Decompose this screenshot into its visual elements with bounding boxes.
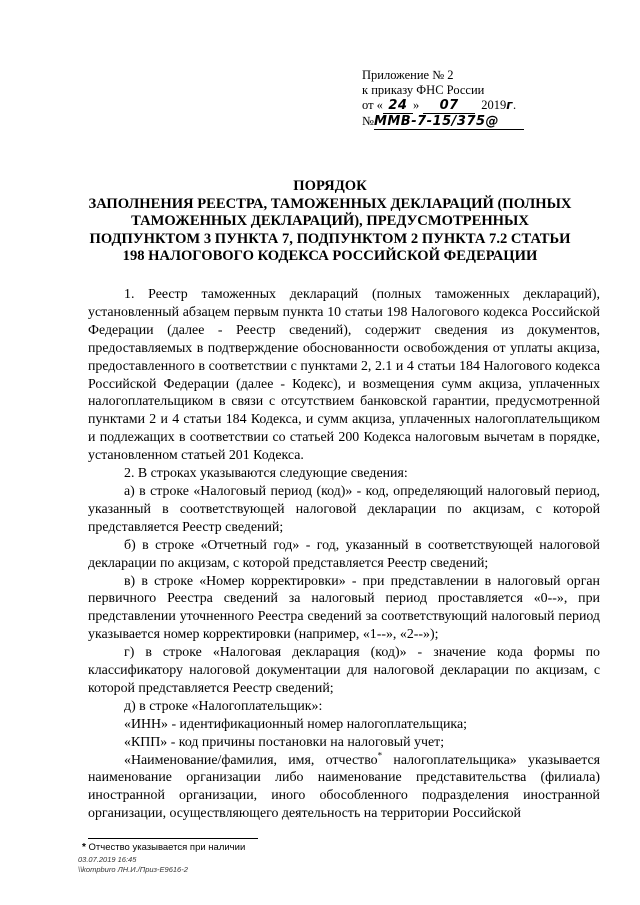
title-line: ЗАПОЛНЕНИЯ РЕЕСТРА, ТАМОЖЕННЫХ ДЕКЛАРАЦИЙ (ПОЛНЫХ [88, 195, 572, 212]
appendix-order-ref: к приказу ФНС России [362, 83, 485, 97]
title-line: ПОДПУНКТОМ 3 ПУНКТА 7, ПОДПУНКТОМ 2 ПУНКТА 7.2 СТАТЬИ [89, 230, 571, 247]
appendix-number: №ММВ-7-15/375@ [362, 114, 562, 130]
handwritten-day: 24 [383, 98, 413, 114]
appendix-date: от « 24 » 07 2019г. [362, 98, 517, 113]
paragraph-2: 2. В строках указываются следующие сведения: [124, 466, 408, 482]
meta-path: \\kompburo ЛН.И./Приз-Е9616-2 [78, 865, 188, 874]
footnote-divider [88, 838, 258, 839]
handwritten-order-number: ММВ-7-15/375@ [374, 114, 524, 130]
handwritten-year-suffix: г [506, 98, 513, 112]
paragraph-2e: д) в строке «Налогоплательщик»: [124, 698, 323, 714]
document-title [60, 178, 600, 266]
document-meta [78, 855, 188, 875]
footnote-marker: * [377, 749, 383, 760]
appendix-header [362, 68, 562, 130]
paragraph-name: «Наименование/фамилия, имя, отчество* налогоплательщика» указывается наименование организации либо наименование представительства (филиала) иностранной организации, иного обособленного подразделения иностранной организации, осуществляющего деятельность на территории Российской [88, 749, 601, 822]
title-line: 198 НАЛОГОВОГО КОДЕКСА РОССИЙСКОЙ ФЕДЕРАЦИИ [122, 248, 538, 264]
date-year: 2019 [481, 98, 507, 112]
footnote-star: * [82, 842, 86, 853]
handwritten-month: 07 [423, 98, 475, 114]
paragraph-2c: в) в строке «Номер корректировки» - при представлении в налоговый орган первичного Реестра сведений за налоговый период проставляется «0--», при представлении уточненного Реестра сведений за соответствующий налоговый период указывается номер корректировки (например, «1--», «2--»); [88, 573, 600, 643]
paragraph-2a: а) в строке «Налоговый период (код)» - код, определяющий налоговый период, указанный в соответствующей налоговой декларации по акцизам, с которой представляется Реестр сведений; [88, 483, 600, 535]
paragraph-kpp: «КПП» - код причины постановки на налоговый учет; [124, 734, 445, 750]
footnote-text: Отчество указывается при наличии [85, 842, 246, 853]
document-body [88, 286, 600, 823]
title-line: ТАМОЖЕННЫХ ДЕКЛАРАЦИЙ), ПРЕДУСМОТРЕННЫХ [131, 213, 529, 229]
paragraph-inn: «ИНН» - идентификационный номер налогоплательщика; [124, 716, 467, 732]
title-line: ПОРЯДОК [293, 178, 367, 194]
meta-timestamp: 03.07.2019 16:45 [78, 855, 137, 864]
paragraph-2d: г) в строке «Налоговая декларация (код)» - значение кода формы по классификатору налоговой документации для налоговой декларации по акцизам, с которой представляется Реестр сведений; [88, 645, 600, 696]
appendix-title: Приложение № 2 [362, 68, 454, 82]
paragraph-2b: б) в строке «Отчетный год» - год, указанный в соответствующей налоговой декларации по акцизам, с которой представляется Реестр сведений; [88, 537, 600, 571]
footnote [82, 842, 245, 853]
paragraph-1: 1. Реестр таможенных деклараций (полных таможенных деклараций), установленный абзацем первым пункта 10 статьи 198 Налогового кодекса Российской Федерации (далее - Реестр сведений), содержит сведения из документов, предоставляемых в подтверждение обоснованности освобождения от уплаты акциза, предоставленного в соответствии с пунктами 2, 2.1 и 4 статьи 184 Налогового кодекса Российской Федерации (далее - Кодекс), и возмещения сумм акциза, уплаченных налогоплательщиком в связи с отсутствием банковской гарантии, предусмотренной пунктами 2 и 4 статьи 184 Кодекса, и сумм акциза, уплаченных налогоплательщиком и подлежащих в соответствии со статьей 200 Кодекса налоговым вычетам в порядке, установленном статьей 201 Кодекса. [88, 287, 600, 464]
